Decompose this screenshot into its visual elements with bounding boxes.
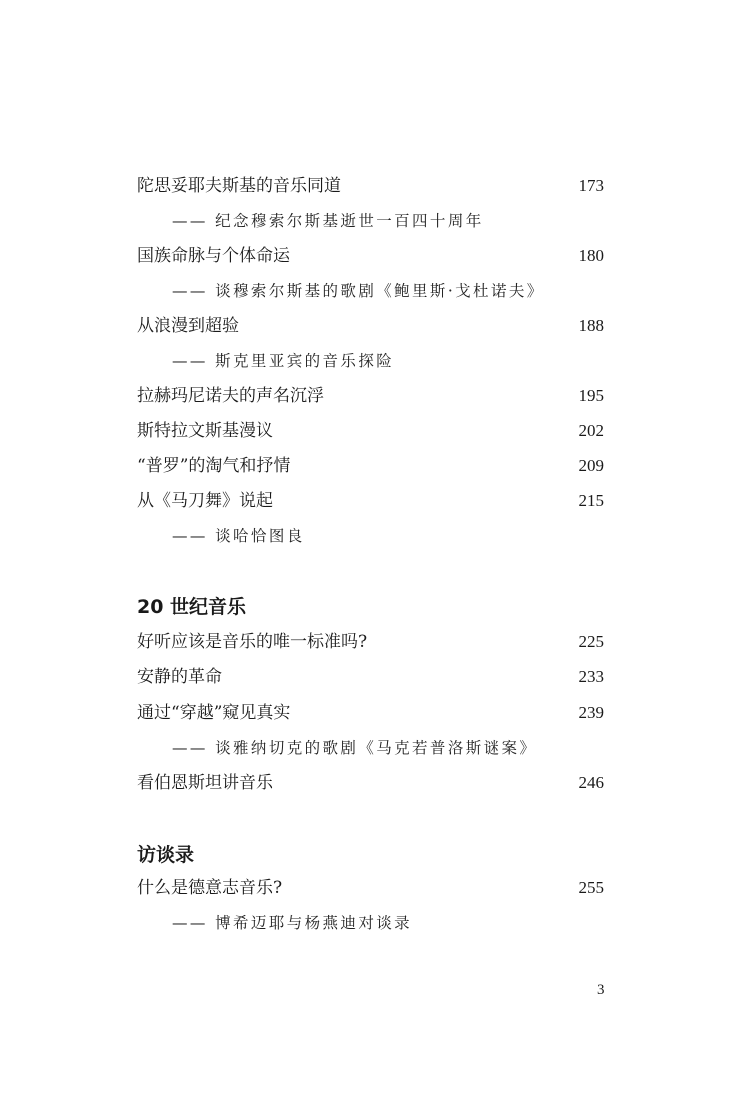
toc-entry[interactable] (137, 454, 604, 478)
toc-entry[interactable] (137, 244, 604, 268)
toc-entry[interactable] (137, 630, 604, 654)
toc-entry[interactable] (137, 771, 604, 795)
entry-page: 255 (578, 878, 604, 897)
entry-page: 233 (578, 667, 604, 686)
section-heading-interviews: 访谈录 (137, 844, 195, 866)
entry-title: 从浪漫到超验 (137, 316, 239, 336)
toc-entry[interactable] (137, 384, 604, 408)
entry-page: 188 (578, 316, 604, 335)
page-folio-number: 3 (597, 982, 605, 998)
entry-page: 173 (578, 176, 604, 195)
entry-title: 看伯恩斯坦讲音乐 (137, 773, 273, 793)
section-heading-20th-century: 20 世纪音乐 (137, 596, 247, 618)
entry-page: 180 (578, 246, 604, 265)
toc-entry[interactable] (137, 876, 604, 900)
entry-title: 陀思妥耶夫斯基的音乐同道 (137, 176, 341, 196)
toc-entry[interactable] (137, 314, 604, 338)
entry-subtitle: —— 谈穆索尔斯基的歌剧《鲍里斯·戈杜诺夫》 (172, 282, 545, 300)
entry-page: 239 (578, 703, 604, 722)
toc-entry[interactable] (137, 489, 604, 513)
entry-subtitle: —— 斯克里亚宾的音乐探险 (172, 352, 395, 370)
entry-page: 215 (578, 491, 604, 510)
toc-entry[interactable] (137, 419, 604, 443)
entry-subtitle: —— 博希迈耶与杨燕迪对谈录 (172, 914, 413, 932)
entry-page: 225 (578, 632, 604, 651)
entry-page: 195 (578, 386, 604, 405)
entry-title: 从《马刀舞》说起 (137, 491, 273, 511)
entry-page: 246 (578, 773, 604, 792)
entry-title: 国族命脉与个体命运 (137, 246, 290, 266)
entry-title: 拉赫玛尼诺夫的声名沉浮 (137, 386, 324, 406)
entry-subtitle: —— 谈哈恰图良 (172, 527, 305, 545)
entry-title: 好听应该是音乐的唯一标准吗? (137, 632, 368, 652)
entry-title: 安静的革命 (137, 667, 222, 687)
entry-title: 通过“穿越”窥见真实 (137, 703, 291, 723)
entry-subtitle: —— 谈雅纳切克的歌剧《马克若普洛斯谜案》 (172, 739, 538, 757)
toc-entry[interactable] (137, 665, 604, 689)
entry-title: 什么是德意志音乐? (137, 878, 283, 898)
entry-title: “普罗”的淘气和抒情 (137, 456, 291, 476)
entry-page: 209 (578, 456, 604, 475)
entry-title: 斯特拉文斯基漫议 (137, 421, 273, 441)
entry-page: 202 (578, 421, 604, 440)
entry-subtitle: —— 纪念穆索尔斯基逝世一百四十周年 (172, 212, 484, 230)
toc-entry[interactable] (137, 701, 604, 725)
toc-entry[interactable] (137, 174, 604, 198)
